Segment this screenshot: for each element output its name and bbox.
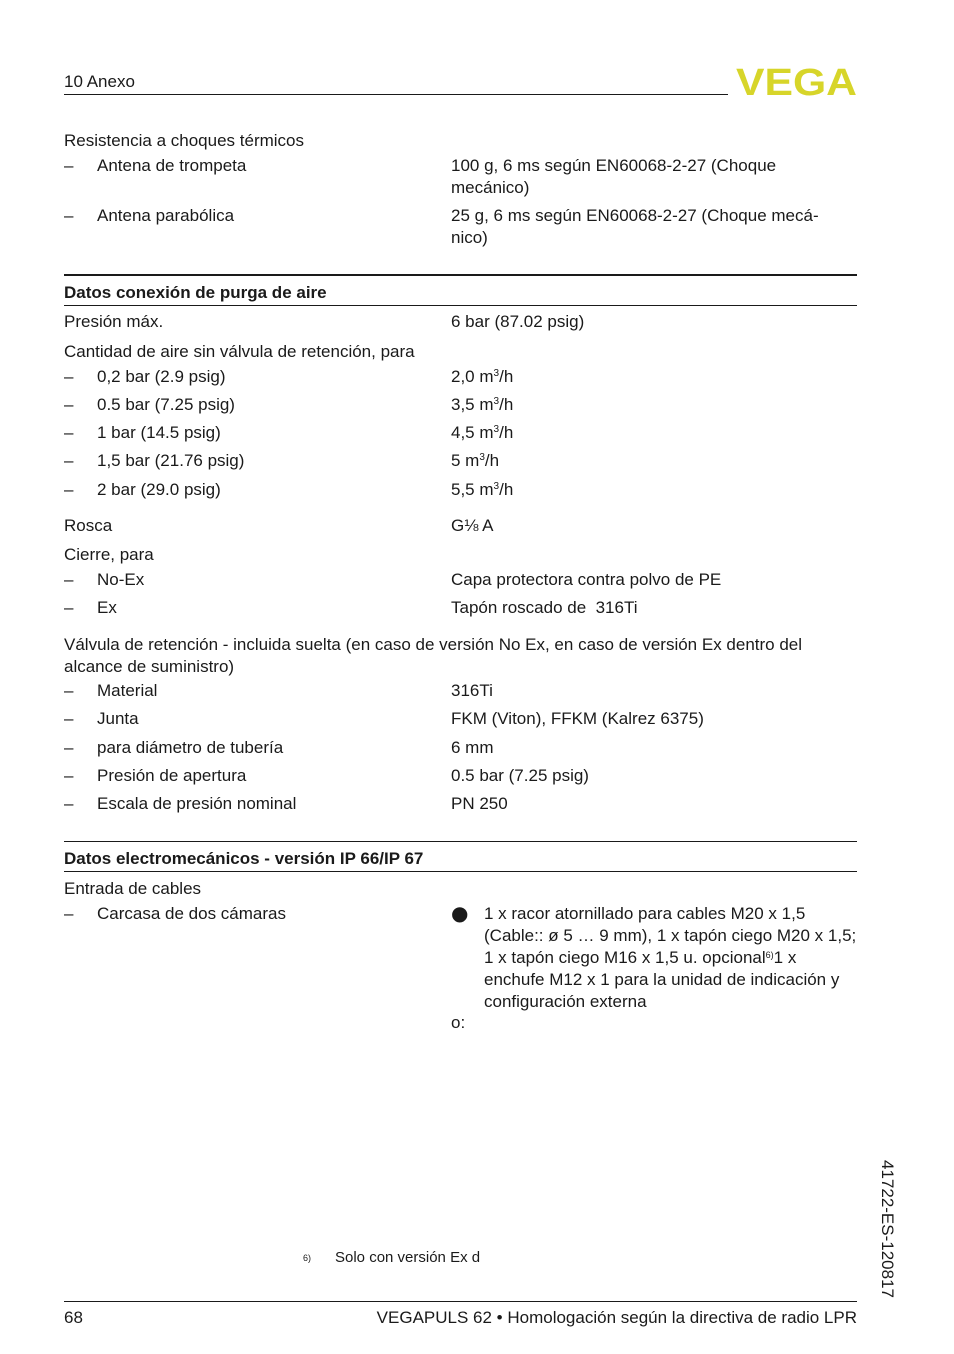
air-value: 2,0 $m^3/h$ — [451, 367, 514, 386]
cable-title: Entrada de cables — [64, 879, 202, 898]
housing-label: Carcasa de dos cámaras — [97, 904, 286, 923]
dash: – — [64, 709, 74, 728]
valve-value: PN 250 — [451, 794, 508, 813]
thermal-title: Resistencia a choques térmicos — [64, 131, 305, 150]
thermal-value-parabolic: 25 g, 6 ms según EN60068-2-27 (Choque mecá- nico) — [451, 206, 819, 247]
purge-heading: Datos conexión de purga de aire — [64, 283, 327, 302]
footer-rule — [64, 1301, 857, 1302]
section-rule-bottom — [64, 305, 857, 306]
air-label: 1,5 bar (21.76 psig) — [97, 451, 245, 470]
section-header: 10 Anexo — [64, 72, 135, 91]
thermal-value-horn: 100 g, 6 ms según EN60068-2-27 (Choque mecánico) — [451, 156, 777, 197]
thread-label: Rosca — [64, 516, 113, 535]
dash: – — [64, 206, 74, 225]
footnote-text: Solo con versión Ex d — [335, 1249, 481, 1266]
cable-entry-value: 1 x racor atornillado para cables M20 x 1,5 (Cable:: ø 5 … 9 mm), 1 x tapón ciego M20 x 1,5; 1 x tapón ciego M16 x 1,5 u. opcional$^{6)}$1 x enchufe M12 x 1 para la unidad de indicación y configuración externa — [484, 904, 857, 1011]
dash: – — [64, 156, 74, 175]
section-rule-bottom — [64, 871, 857, 872]
header-rule — [64, 94, 728, 95]
valve-label: para diámetro de tubería — [97, 738, 284, 757]
valve-label: Material — [97, 681, 158, 700]
svg-text:VEGA: VEGA — [736, 66, 857, 96]
footer-title: VEGAPULS 62 • Homologación según la directiva de radio LPR — [376, 1308, 857, 1327]
air-label: 2 bar (29.0 psig) — [97, 480, 221, 499]
bullet-icon: ● — [451, 901, 469, 925]
vega-logo — [736, 66, 858, 102]
document-code: 41722-ES-120817 — [878, 1160, 897, 1299]
footnote-ref: 6) — [765, 950, 774, 960]
thread-value: G⅛ A — [451, 516, 494, 535]
section-rule-top — [64, 841, 857, 842]
footnote-number: 6) — [303, 1253, 312, 1263]
valve-label: Junta — [97, 709, 139, 728]
pressure-value: 6 bar (87.02 psig) — [451, 312, 585, 331]
dash: – — [64, 367, 74, 386]
dash: – — [64, 570, 74, 589]
dash: – — [64, 451, 74, 470]
dash: – — [64, 480, 74, 499]
closure-label: No-Ex — [97, 570, 145, 589]
section-rule-top — [64, 274, 857, 276]
dash: – — [64, 395, 74, 414]
valve-title: Válvula de retención - incluida suelta (en caso de versión No Ex, en caso de versión Ex dentro del alcance de suministro) — [64, 635, 803, 676]
air-label: 0,2 bar (2.9 psig) — [97, 367, 226, 386]
closure-value: Capa protectora contra polvo de PE — [451, 570, 722, 589]
thermal-label-horn: Antena de trompeta — [97, 156, 247, 175]
valve-value: FKM (Viton), FFKM (Kalrez 6375) — [451, 709, 704, 728]
air-value: 5,5 $m^3/h$ — [451, 480, 514, 499]
air-label: 0.5 bar (7.25 psig) — [97, 395, 235, 414]
air-value: 4,5 $m^3/h$ — [451, 423, 514, 442]
dash: – — [64, 423, 74, 442]
valve-value: 6 mm — [451, 738, 494, 757]
dash: – — [64, 766, 74, 785]
page-number: 68 — [64, 1308, 83, 1327]
dash: – — [64, 738, 74, 757]
valve-label: Presión de apertura — [97, 766, 247, 785]
air-label: 1 bar (14.5 psig) — [97, 423, 221, 442]
valve-label: Escala de presión nominal — [97, 794, 297, 813]
valve-value: 316Ti — [451, 681, 493, 700]
closure-value: Tapón roscado de 316Ti — [451, 598, 638, 617]
pressure-label: Presión máx. — [64, 312, 164, 331]
dash: – — [64, 904, 74, 923]
closure-label: Ex — [97, 598, 117, 617]
dash: – — [64, 794, 74, 813]
dash: – — [64, 681, 74, 700]
or-text: o: — [451, 1013, 466, 1032]
air-title: Cantidad de aire sin válvula de retención, para — [64, 342, 415, 361]
valve-value: 0.5 bar (7.25 psig) — [451, 766, 589, 785]
closure-title: Cierre, para — [64, 545, 154, 564]
dash: – — [64, 598, 74, 617]
air-value: 3,5 $m^3/h$ — [451, 395, 514, 414]
electro-heading: Datos electromecánicos - versión IP 66/IP 67 — [64, 849, 424, 868]
thermal-label-parabolic: Antena parabólica — [97, 206, 235, 225]
air-value: 5 $m^3/h$ — [451, 451, 500, 470]
